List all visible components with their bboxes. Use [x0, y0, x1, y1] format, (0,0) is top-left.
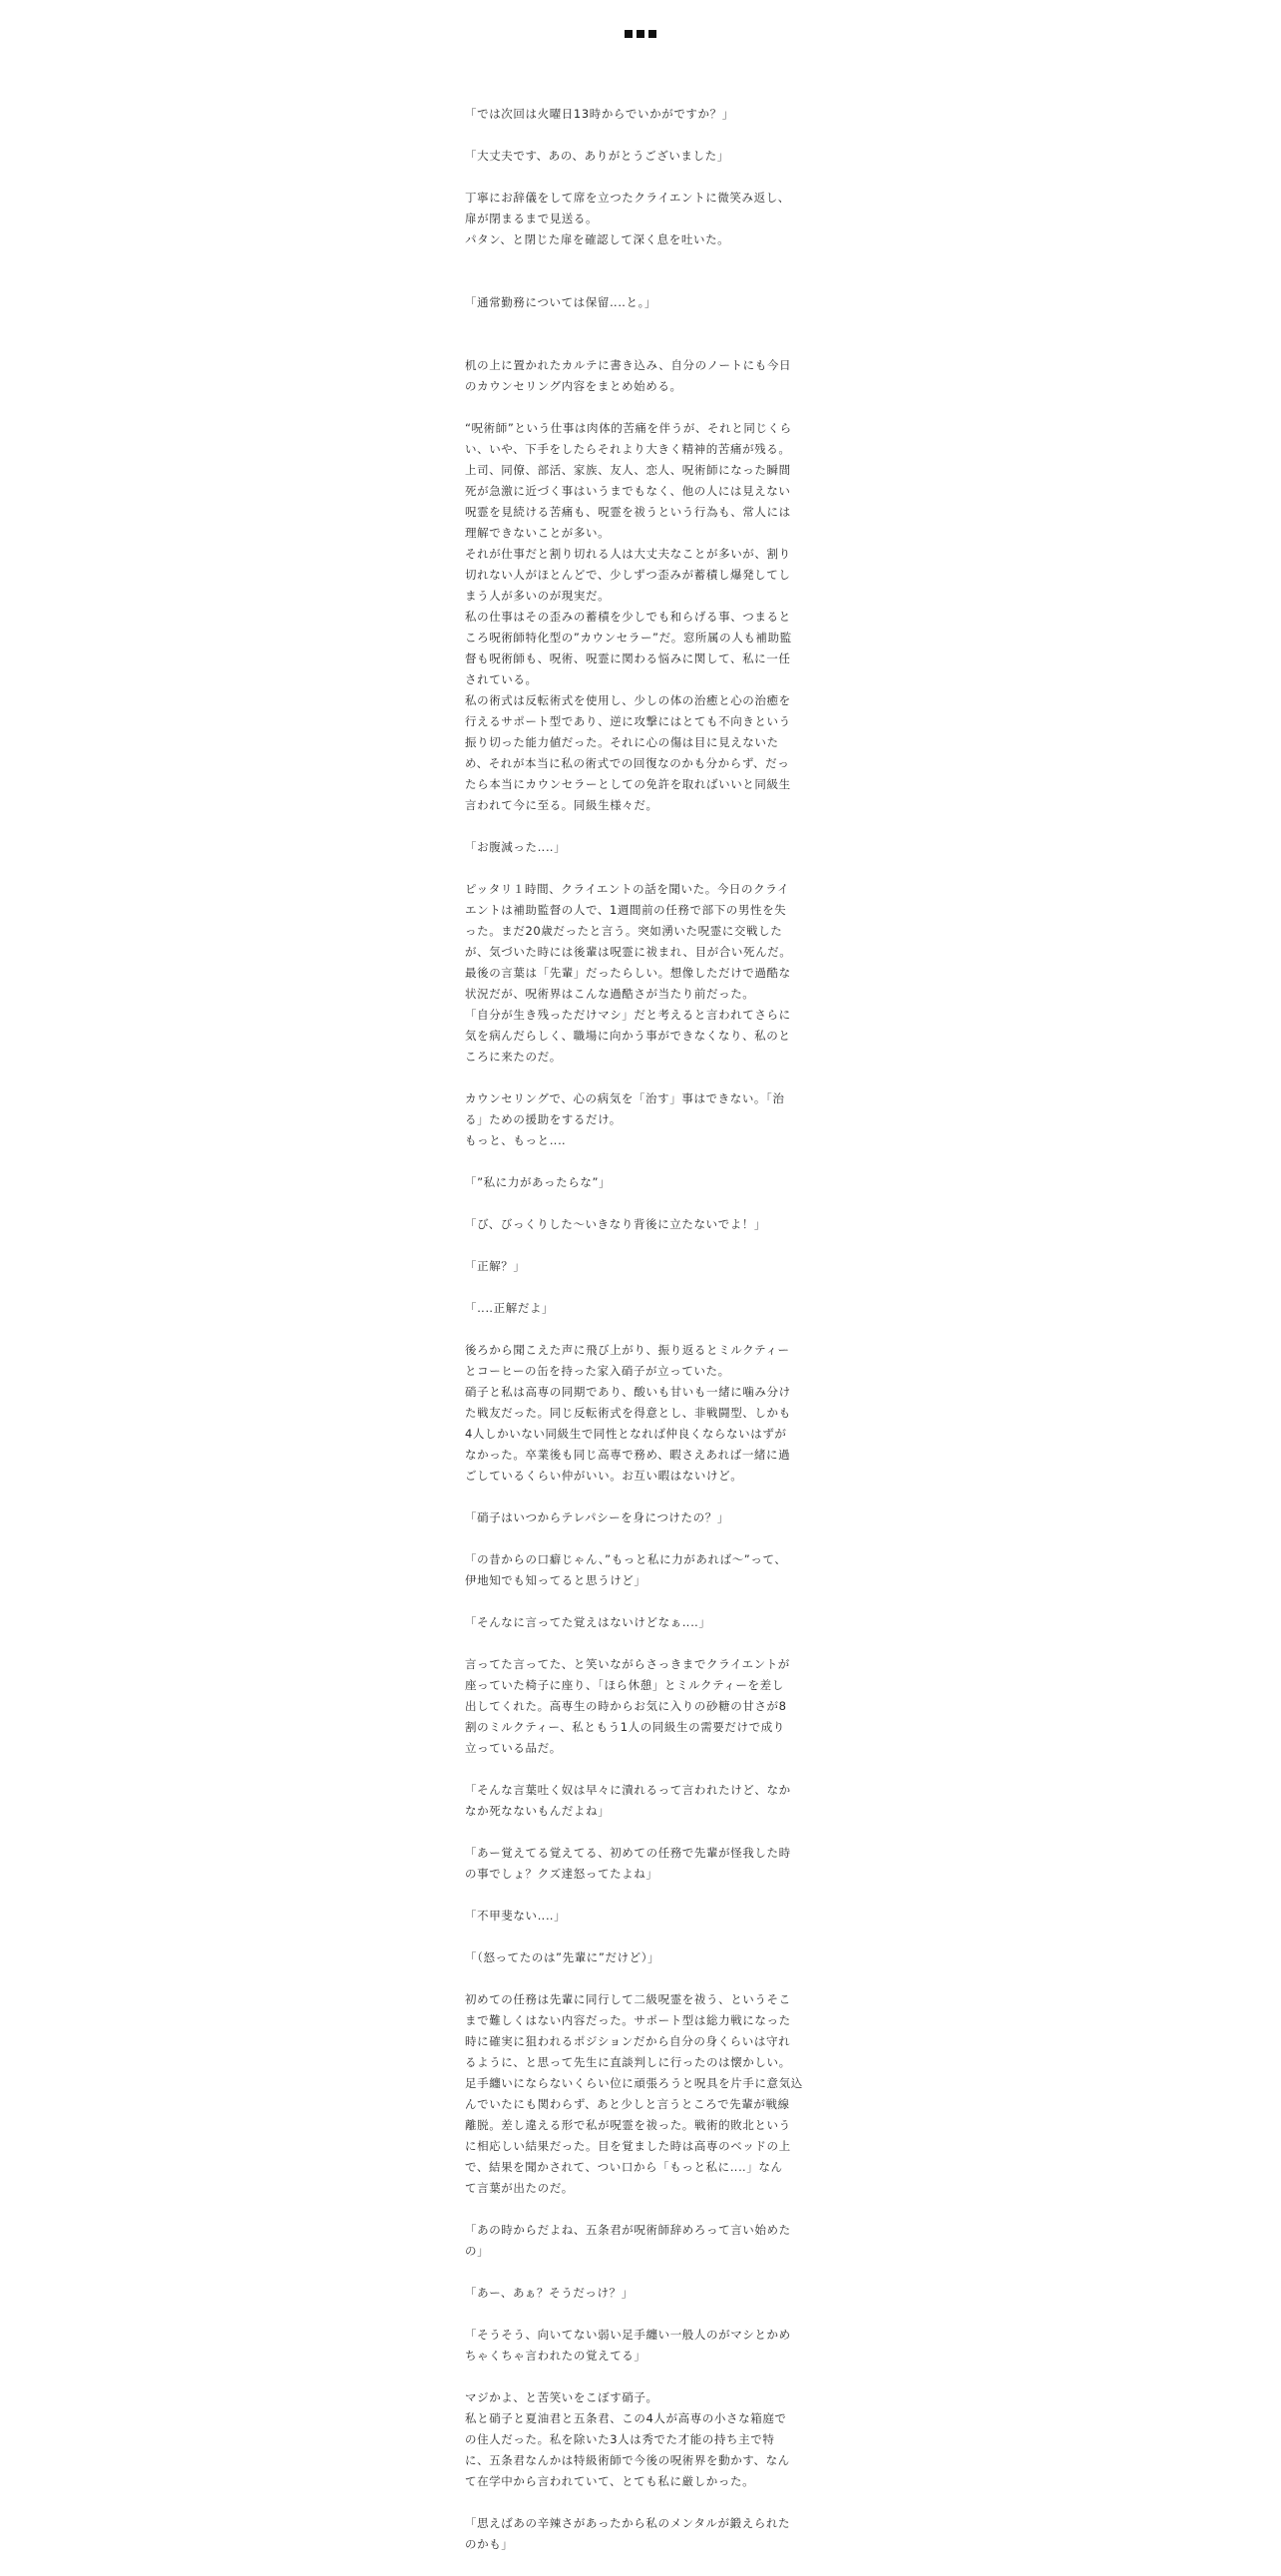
menu-dot-icon — [625, 30, 633, 38]
text-line: 丁寧にお辞儀をして席を立つたクライエントに微笑み返し、 — [465, 191, 790, 205]
text-line: 時に確実に狙われるポジションだから自分の身くらいは守れ — [465, 2034, 791, 2048]
text-line: ころに来たのだ。 — [465, 1050, 562, 1064]
text-line: 上司、同僚、部活、家族、友人、恋人、呪術師になった瞬間 — [465, 463, 791, 477]
text-line: 「自分が生き残っただけマシ」だと考えると言われてさらに — [465, 1008, 791, 1022]
text-line: の住人だった。私を除いた3人は秀でた才能の持ち主で特 — [465, 2432, 775, 2446]
text-line: 私と硝子と夏油君と五条君、この4人が高専の小さな箱庭で — [465, 2411, 787, 2425]
text-line: 立っている品だ。 — [465, 1741, 562, 1755]
paragraph — [465, 1298, 820, 1319]
paragraph — [465, 1088, 820, 1151]
text-line: 「お腹減った‥‥」 — [465, 840, 567, 854]
paragraph — [465, 879, 820, 1068]
paragraph — [465, 1989, 820, 2199]
paragraph — [465, 146, 820, 167]
text-line: 硝子と私は高専の同期であり、酸いも甘いも一緒に噛み分け — [465, 1385, 791, 1399]
text-line: 理解できないことが多い。 — [465, 526, 611, 540]
text-line: の」 — [465, 2244, 490, 2258]
paragraph — [465, 355, 820, 397]
text-line: されている。 — [465, 672, 538, 686]
text-line: った。まだ20歳だったと言う。突如湧いた呪霊に交戦した — [465, 924, 783, 938]
text-line: で、結果を聞かされて、つい口から「もっと私に‥‥」なん — [465, 2160, 783, 2174]
menu-dot-icon — [637, 30, 644, 38]
text-line: 後ろから聞こえた声に飛び上がり、振り返るとミルクティー — [465, 1343, 790, 1357]
paragraph — [465, 1172, 820, 1193]
paragraph — [465, 104, 820, 125]
text-line: 机の上に置かれたカルテに書き込み、自分のノートにも今日 — [465, 358, 792, 372]
text-line: “呪術師”という仕事は肉体的苦痛を伴うが、それと同じくら — [465, 421, 792, 435]
paragraph — [465, 1843, 820, 1885]
text-line: 「硝子はいつからテレパシーを身につけたの？」 — [465, 1510, 729, 1524]
novel-text-body — [465, 104, 820, 2576]
text-line: 言われて今に至る。同級生様々だ。 — [465, 798, 658, 812]
text-line: 「あの時からだよね、五条君が呪術師辞めろって言い始めた — [465, 2223, 791, 2237]
paragraph — [465, 1654, 820, 1759]
text-line: 割のミルクティー、私ともう1人の同級生の需要だけで成り — [465, 1720, 785, 1734]
text-line: 「そうそう、向いてない弱い足手纏い一般人のがマシとかめ — [465, 2328, 791, 2342]
paragraph — [465, 2325, 820, 2366]
text-line: まう人が多いのが現実だ。 — [465, 589, 611, 603]
text-line: 「あー覚えてる覚えてる、初めての任務で先輩が怪我した時 — [465, 1846, 791, 1860]
text-line: 扉が閉まるまで見送る。 — [465, 212, 599, 225]
text-line: それが仕事だと割り切れる人は大丈夫なことが多いが、割り — [465, 547, 791, 561]
text-line: のかも」 — [465, 2537, 514, 2551]
text-line: て在学中から言われていて、とても私に厳しかった。 — [465, 2474, 755, 2488]
text-line: 出してくれた。高専生の時からお気に入りの砂糖の甘さが8 — [465, 1699, 787, 1713]
text-line: 伊地知でも知ってると思うけど」 — [465, 1573, 646, 1587]
paragraph — [465, 1906, 820, 1927]
text-line: 「‥‥正解だよ」 — [465, 1301, 555, 1315]
text-line: 私の術式は反転術式を使用し、少しの体の治癒と心の治癒を — [465, 693, 791, 707]
text-line: のカウンセリング内容をまとめ始める。 — [465, 379, 682, 393]
text-line: 督も呪術師も、呪術、呪霊に関わる悩みに関して、私に一任 — [465, 651, 791, 665]
paragraph — [465, 1256, 820, 1277]
text-line: エントは補助監督の人で、1週間前の任務で部下の男性を失 — [465, 903, 787, 917]
paragraph — [465, 188, 820, 250]
text-line: 「の昔からの口癖じゃん、”もっと私に力があれば～”って、 — [465, 1552, 787, 1566]
text-line: 「”私に力があったらな”」 — [465, 1175, 612, 1189]
paragraph — [465, 2513, 820, 2555]
text-line: パタン、と閉じた扉を確認して深く息を吐いた。 — [465, 232, 730, 246]
text-line: た戦友だった。同じ反転術式を得意とし、非戦闘型、しかも — [465, 1406, 791, 1420]
text-line: 死が急激に近づく事はいうまでもなく、他の人には見えない — [465, 484, 791, 498]
text-line: に相応しい結果だった。目を覚ました時は高専のベッドの上 — [465, 2139, 791, 2153]
paragraph — [465, 1340, 820, 1487]
paragraph — [465, 1214, 820, 1235]
text-line: 「では次回は火曜日13時からでいかがですか？」 — [465, 107, 734, 121]
text-line: 「正解？」 — [465, 1259, 526, 1273]
paragraph — [465, 1947, 820, 1968]
text-line: 離脱。差し違える形で私が呪霊を祓った。戦術的敗北という — [465, 2118, 791, 2132]
text-line: 「思えばあの辛辣さがあったから私のメンタルが鍛えられた — [465, 2516, 791, 2530]
text-line: 呪霊を見続ける苦痛も、呪霊を祓うという行為も、常人には — [465, 505, 791, 519]
text-line: 気を病んだらしく、職場に向かう事ができなくなり、私のと — [465, 1029, 791, 1043]
text-line: マジかよ、と苦笑いをこぼす硝子。 — [465, 2390, 658, 2404]
menu-dot-icon — [648, 30, 656, 38]
text-line: 最後の言葉は「先輩」だったらしい。想像しただけで過酷な — [465, 966, 791, 980]
text-line: 足手纏いにならないくらい位に頑張ろうと呪具を片手に意気込 — [465, 2076, 803, 2090]
text-line: ごしているくらい仲がいい。お互い暇はないけど。 — [465, 1469, 743, 1483]
text-line: とコーヒーの缶を持った家入硝子が立っていた。 — [465, 1364, 730, 1378]
text-line: ころ呪術師特化型の”カウンセラー”だ。窓所属の人も補助監 — [465, 631, 792, 644]
text-line: んでいたにも関わらず、あと少しと言うところで先輩が戦線 — [465, 2097, 790, 2111]
text-line: 4人しかいない同級生で同性となれば仲良くならないはずが — [465, 1427, 787, 1441]
text-line: 「通常勤務については保留‥‥と。」 — [465, 295, 657, 309]
text-line: 状況だが、呪術界はこんな過酷さが当たり前だった。 — [465, 987, 755, 1001]
paragraph — [465, 1549, 820, 1591]
text-line: 「び、びっくりした～いきなり背後に立たないでよ！」 — [465, 1217, 767, 1231]
text-line: が、気づいた時には後輩は呪霊に祓まれ、目が合い死んだ。 — [465, 945, 792, 959]
paragraph — [465, 1612, 820, 1633]
text-line: 切れない人がほとんどで、少しずつ歪みが蓄積し爆発してし — [465, 568, 791, 582]
text-line: め、それが本当に私の術式での回復なのかも分からず、だっ — [465, 756, 790, 770]
text-line: まで難しくはない内容だった。サポート型は総力戦になった — [465, 2013, 791, 2027]
text-line: なかった。卒業後も同じ高専で務め、暇さえあれば一緒に過 — [465, 1448, 791, 1462]
text-line: 私の仕事はその歪みの蓄積を少しでも和らげる事、つまると — [465, 610, 791, 624]
paragraph — [465, 418, 820, 816]
paragraph — [465, 2387, 820, 2492]
text-line: 振り切った能力値だった。それに心の傷は目に見えないた — [465, 735, 779, 749]
text-line: て言葉が出たのだ。 — [465, 2181, 574, 2195]
text-line: もっと、もっと‥‥ — [465, 1133, 567, 1147]
text-line: 「そんな言葉吐く奴は早々に潰れるって言われたけど、なか — [465, 1783, 791, 1797]
text-line: 「あー、あぁ？そうだっけ？」 — [465, 2286, 634, 2300]
text-line: る」ための援助をするだけ。 — [465, 1112, 622, 1126]
text-line: い、いや、下手をしたらそれより大きく精神的苦痛が残る。 — [465, 442, 791, 456]
text-line: カウンセリングで、心の病気を「治す」事はできない。「治 — [465, 1091, 785, 1105]
paragraph — [465, 292, 820, 313]
paragraph — [465, 2283, 820, 2304]
text-line: 座っていた椅子に座り、「ほら休憩」とミルクティーを差し — [465, 1678, 784, 1692]
paragraph — [465, 1780, 820, 1822]
text-line: るように、と思って先生に直談判しに行ったのは懐かしい。 — [465, 2055, 791, 2069]
paragraph — [465, 2220, 820, 2262]
text-line: 「大丈夫です、あの、ありがとうございました」 — [465, 149, 729, 163]
text-line: 「そんなに言ってた覚えはないけどなぁ‥‥」 — [465, 1615, 711, 1629]
text-line: 行えるサポート型であり、逆に攻撃にはとても不向きという — [465, 714, 791, 728]
paragraph — [465, 837, 820, 858]
text-line: ちゃくちゃ言われたの覚えてる」 — [465, 2349, 646, 2362]
text-line: 言ってた言ってた、と笑いながらさっきまでクライエントが — [465, 1657, 790, 1671]
text-line: なか死なないもんだよね」 — [465, 1804, 611, 1818]
text-line: の事でしょ？クズ達怒ってたよね」 — [465, 1867, 658, 1881]
text-line: 「不甲斐ない‥‥」 — [465, 1909, 567, 1923]
text-line: に、五条君なんかは特級術師で今後の呪術界を動かす、なん — [465, 2453, 790, 2467]
more-menu-button[interactable] — [619, 26, 662, 42]
text-line: 初めての任務は先輩に同行して二級呪霊を祓う、というそこ — [465, 1992, 791, 2006]
paragraph — [465, 1507, 820, 1528]
text-line: ピッタリ１時間、クライエントの話を聞いた。今日のクライ — [465, 882, 790, 896]
text-line: 「（怒ってたのは”先輩に”だけど）」 — [465, 1950, 660, 1964]
text-line: たら本当にカウンセラーとしての免許を取ればいいと同級生 — [465, 777, 791, 791]
